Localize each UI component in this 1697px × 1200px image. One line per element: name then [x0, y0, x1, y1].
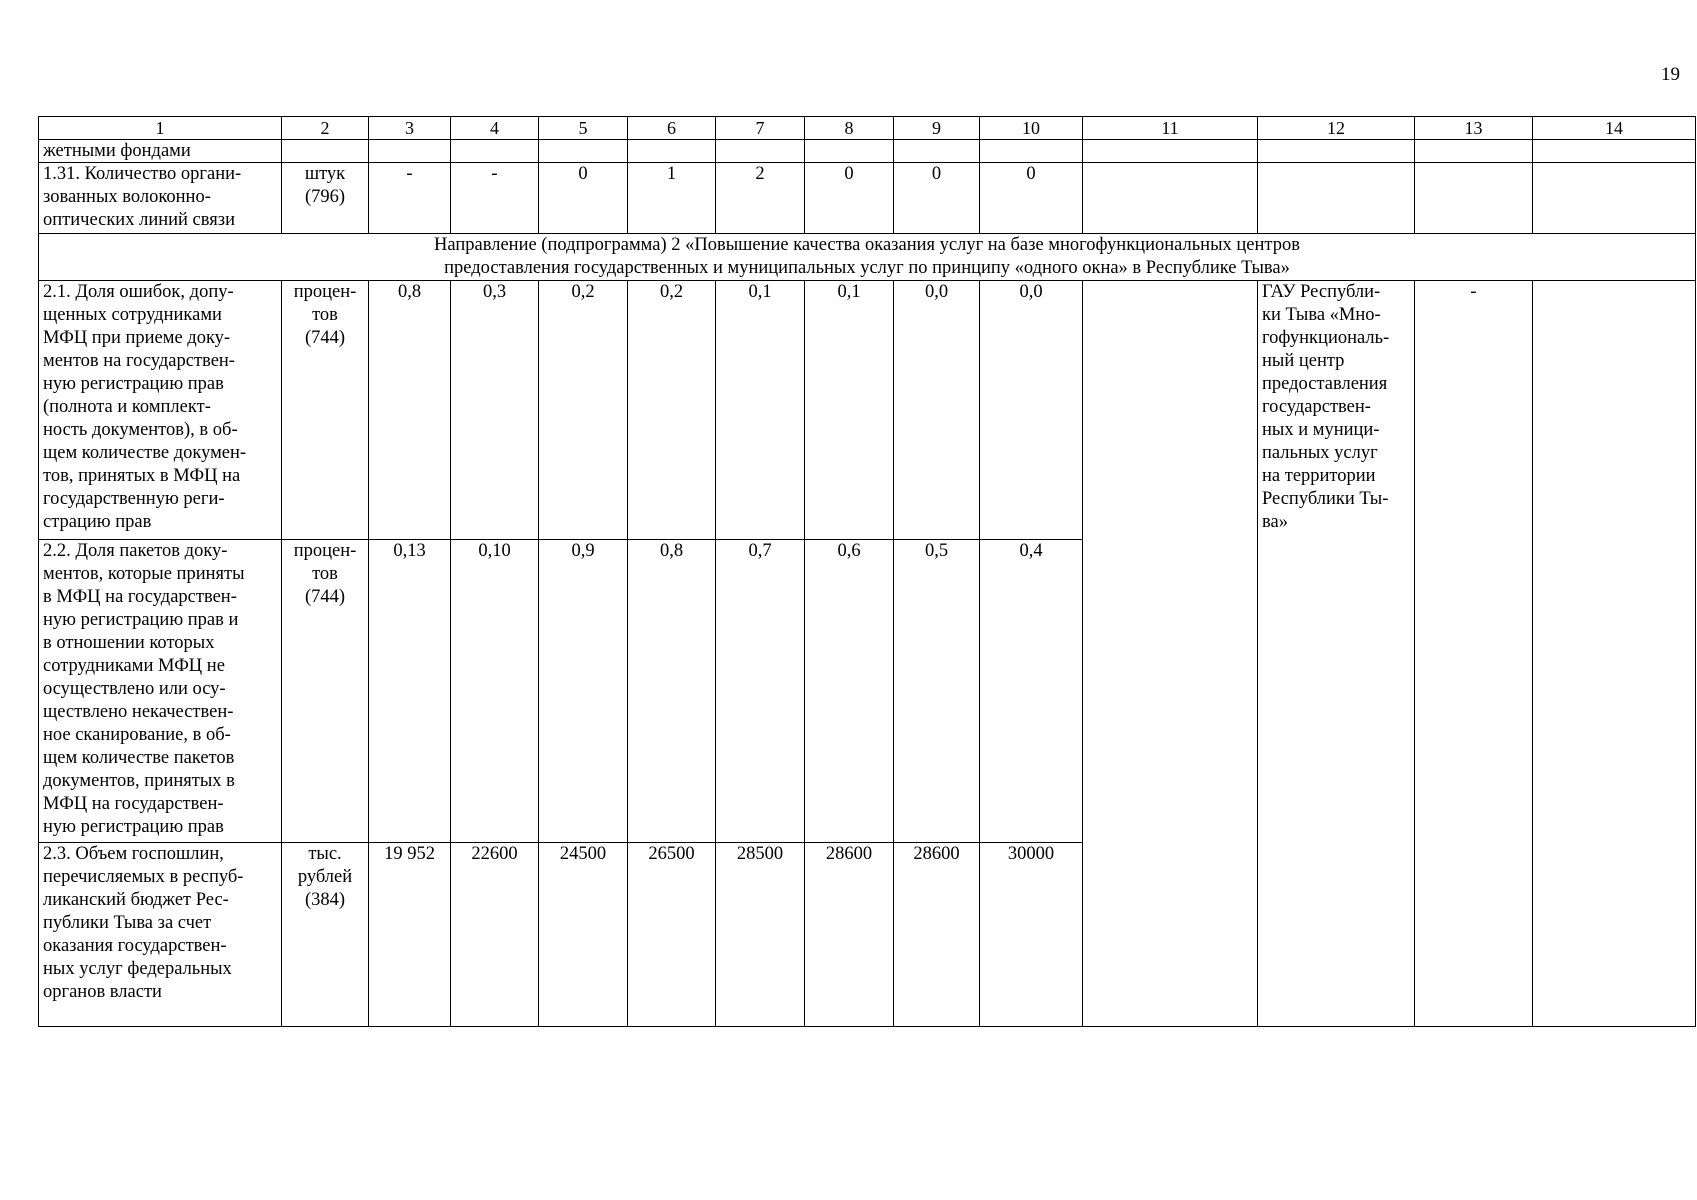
continuation-row: [39, 140, 1696, 163]
unit-cell: процен- тов (744): [282, 540, 369, 843]
column-header: 12: [1258, 117, 1415, 140]
empty-cell: [539, 140, 628, 163]
value-cell: -: [1415, 281, 1533, 1027]
column-number-row: [39, 117, 1696, 140]
unit-cell: тыс. рублей (384): [282, 843, 369, 1027]
table-row: [39, 163, 1696, 234]
value-cell: 0,0: [980, 281, 1083, 540]
value-cell: 0: [980, 163, 1083, 234]
value-cell: 0,9: [539, 540, 628, 843]
empty-cell: [451, 140, 539, 163]
value-cell: 0,6: [805, 540, 894, 843]
section-row: [39, 234, 1696, 281]
value-cell: 0,1: [805, 281, 894, 540]
column-header: 7: [716, 117, 805, 140]
value-cell: 26500: [628, 843, 716, 1027]
value-cell: 0,8: [628, 540, 716, 843]
row-label: 1.31. Количество органи- зованных волоконно- оптических линий связи: [39, 163, 282, 234]
value-cell: 2: [716, 163, 805, 234]
value-cell: -: [369, 163, 451, 234]
empty-cell: [805, 140, 894, 163]
value-cell: 0,10: [451, 540, 539, 843]
unit-cell: процен- тов (744): [282, 281, 369, 540]
empty-cell: [628, 140, 716, 163]
column-header: 2: [282, 117, 369, 140]
value-cell: 0: [539, 163, 628, 234]
value-cell: 28600: [894, 843, 980, 1027]
column-header: 4: [451, 117, 539, 140]
empty-cell: [716, 140, 805, 163]
row-label: 2.2. Доля пакетов доку- ментов, которые приняты в МФЦ на государствен- ную регистрацию прав и в отношении которых сотрудниками МФЦ не осуществлено или осу- ществлено некачествен- ное сканирование, в об- щем количестве пакетов документов, принятых в МФЦ на государствен- ную регистрацию прав: [39, 540, 282, 843]
unit-cell: штук (796): [282, 163, 369, 234]
column-header: 14: [1533, 117, 1696, 140]
responsible-organization: ГАУ Республи- ки Тыва «Мно- гофункциональ- ный центр предоставления государствен- ных и муници- пальных услуг на территории Республики Ты- ва»: [1258, 281, 1415, 1027]
value-cell: 19 952: [369, 843, 451, 1027]
empty-cell: [369, 140, 451, 163]
row-label: 2.1. Доля ошибок, допу- щенных сотрудниками МФЦ при приеме доку- ментов на государствен- ную регистрацию прав (полнота и комплект- ность документов), в об- щем количестве докумен- тов, принятых в МФЦ на государственную реги- страцию прав: [39, 281, 282, 540]
value-cell: 28500: [716, 843, 805, 1027]
value-cell: 0,2: [539, 281, 628, 540]
value-cell: 24500: [539, 843, 628, 1027]
empty-cell: [282, 140, 369, 163]
section-title: Направление (подпрограмма) 2 «Повышение качества оказания услуг на базе многофункциональных центров предоставления государственных и муниципальных услуг по принципу «одного окна» в Республике Тыва»: [39, 234, 1696, 281]
table-row: [39, 281, 1696, 540]
value-cell: 0,3: [451, 281, 539, 540]
value-cell: 0,2: [628, 281, 716, 540]
value-cell: 22600: [451, 843, 539, 1027]
value-cell: 0,7: [716, 540, 805, 843]
empty-cell: [980, 140, 1083, 163]
column-header: 11: [1083, 117, 1258, 140]
column-header: 6: [628, 117, 716, 140]
empty-cell: [1258, 140, 1415, 163]
column-header: 3: [369, 117, 451, 140]
empty-cell: [1533, 163, 1696, 234]
value-cell: 0,4: [980, 540, 1083, 843]
empty-cell: [1083, 281, 1258, 1027]
empty-cell: [894, 140, 980, 163]
row-label: жетными фондами: [39, 140, 282, 163]
value-cell: 28600: [805, 843, 894, 1027]
row-label: 2.3. Объем госпошлин, перечисляемых в респуб- ликанский бюджет Рес- публики Тыва за счет оказания государствен- ных услуг федеральных органов власти: [39, 843, 282, 1027]
column-header: 10: [980, 117, 1083, 140]
empty-cell: [1083, 140, 1258, 163]
page-number: 19: [1661, 64, 1680, 85]
value-cell: -: [451, 163, 539, 234]
value-cell: 0,13: [369, 540, 451, 843]
column-header: 5: [539, 117, 628, 140]
value-cell: 0,0: [894, 281, 980, 540]
indicators-table: [38, 116, 1696, 1027]
value-cell: 1: [628, 163, 716, 234]
empty-cell: [1533, 140, 1696, 163]
empty-cell: [1533, 281, 1696, 1027]
empty-cell: [1083, 163, 1258, 234]
column-header: 8: [805, 117, 894, 140]
value-cell: 0: [805, 163, 894, 234]
value-cell: 30000: [980, 843, 1083, 1027]
value-cell: 0,5: [894, 540, 980, 843]
value-cell: 0,1: [716, 281, 805, 540]
column-header: 1: [39, 117, 282, 140]
value-cell: 0,8: [369, 281, 451, 540]
empty-cell: [1415, 163, 1533, 234]
value-cell: 0: [894, 163, 980, 234]
empty-cell: [1415, 140, 1533, 163]
column-header: 13: [1415, 117, 1533, 140]
column-header: 9: [894, 117, 980, 140]
empty-cell: [1258, 163, 1415, 234]
